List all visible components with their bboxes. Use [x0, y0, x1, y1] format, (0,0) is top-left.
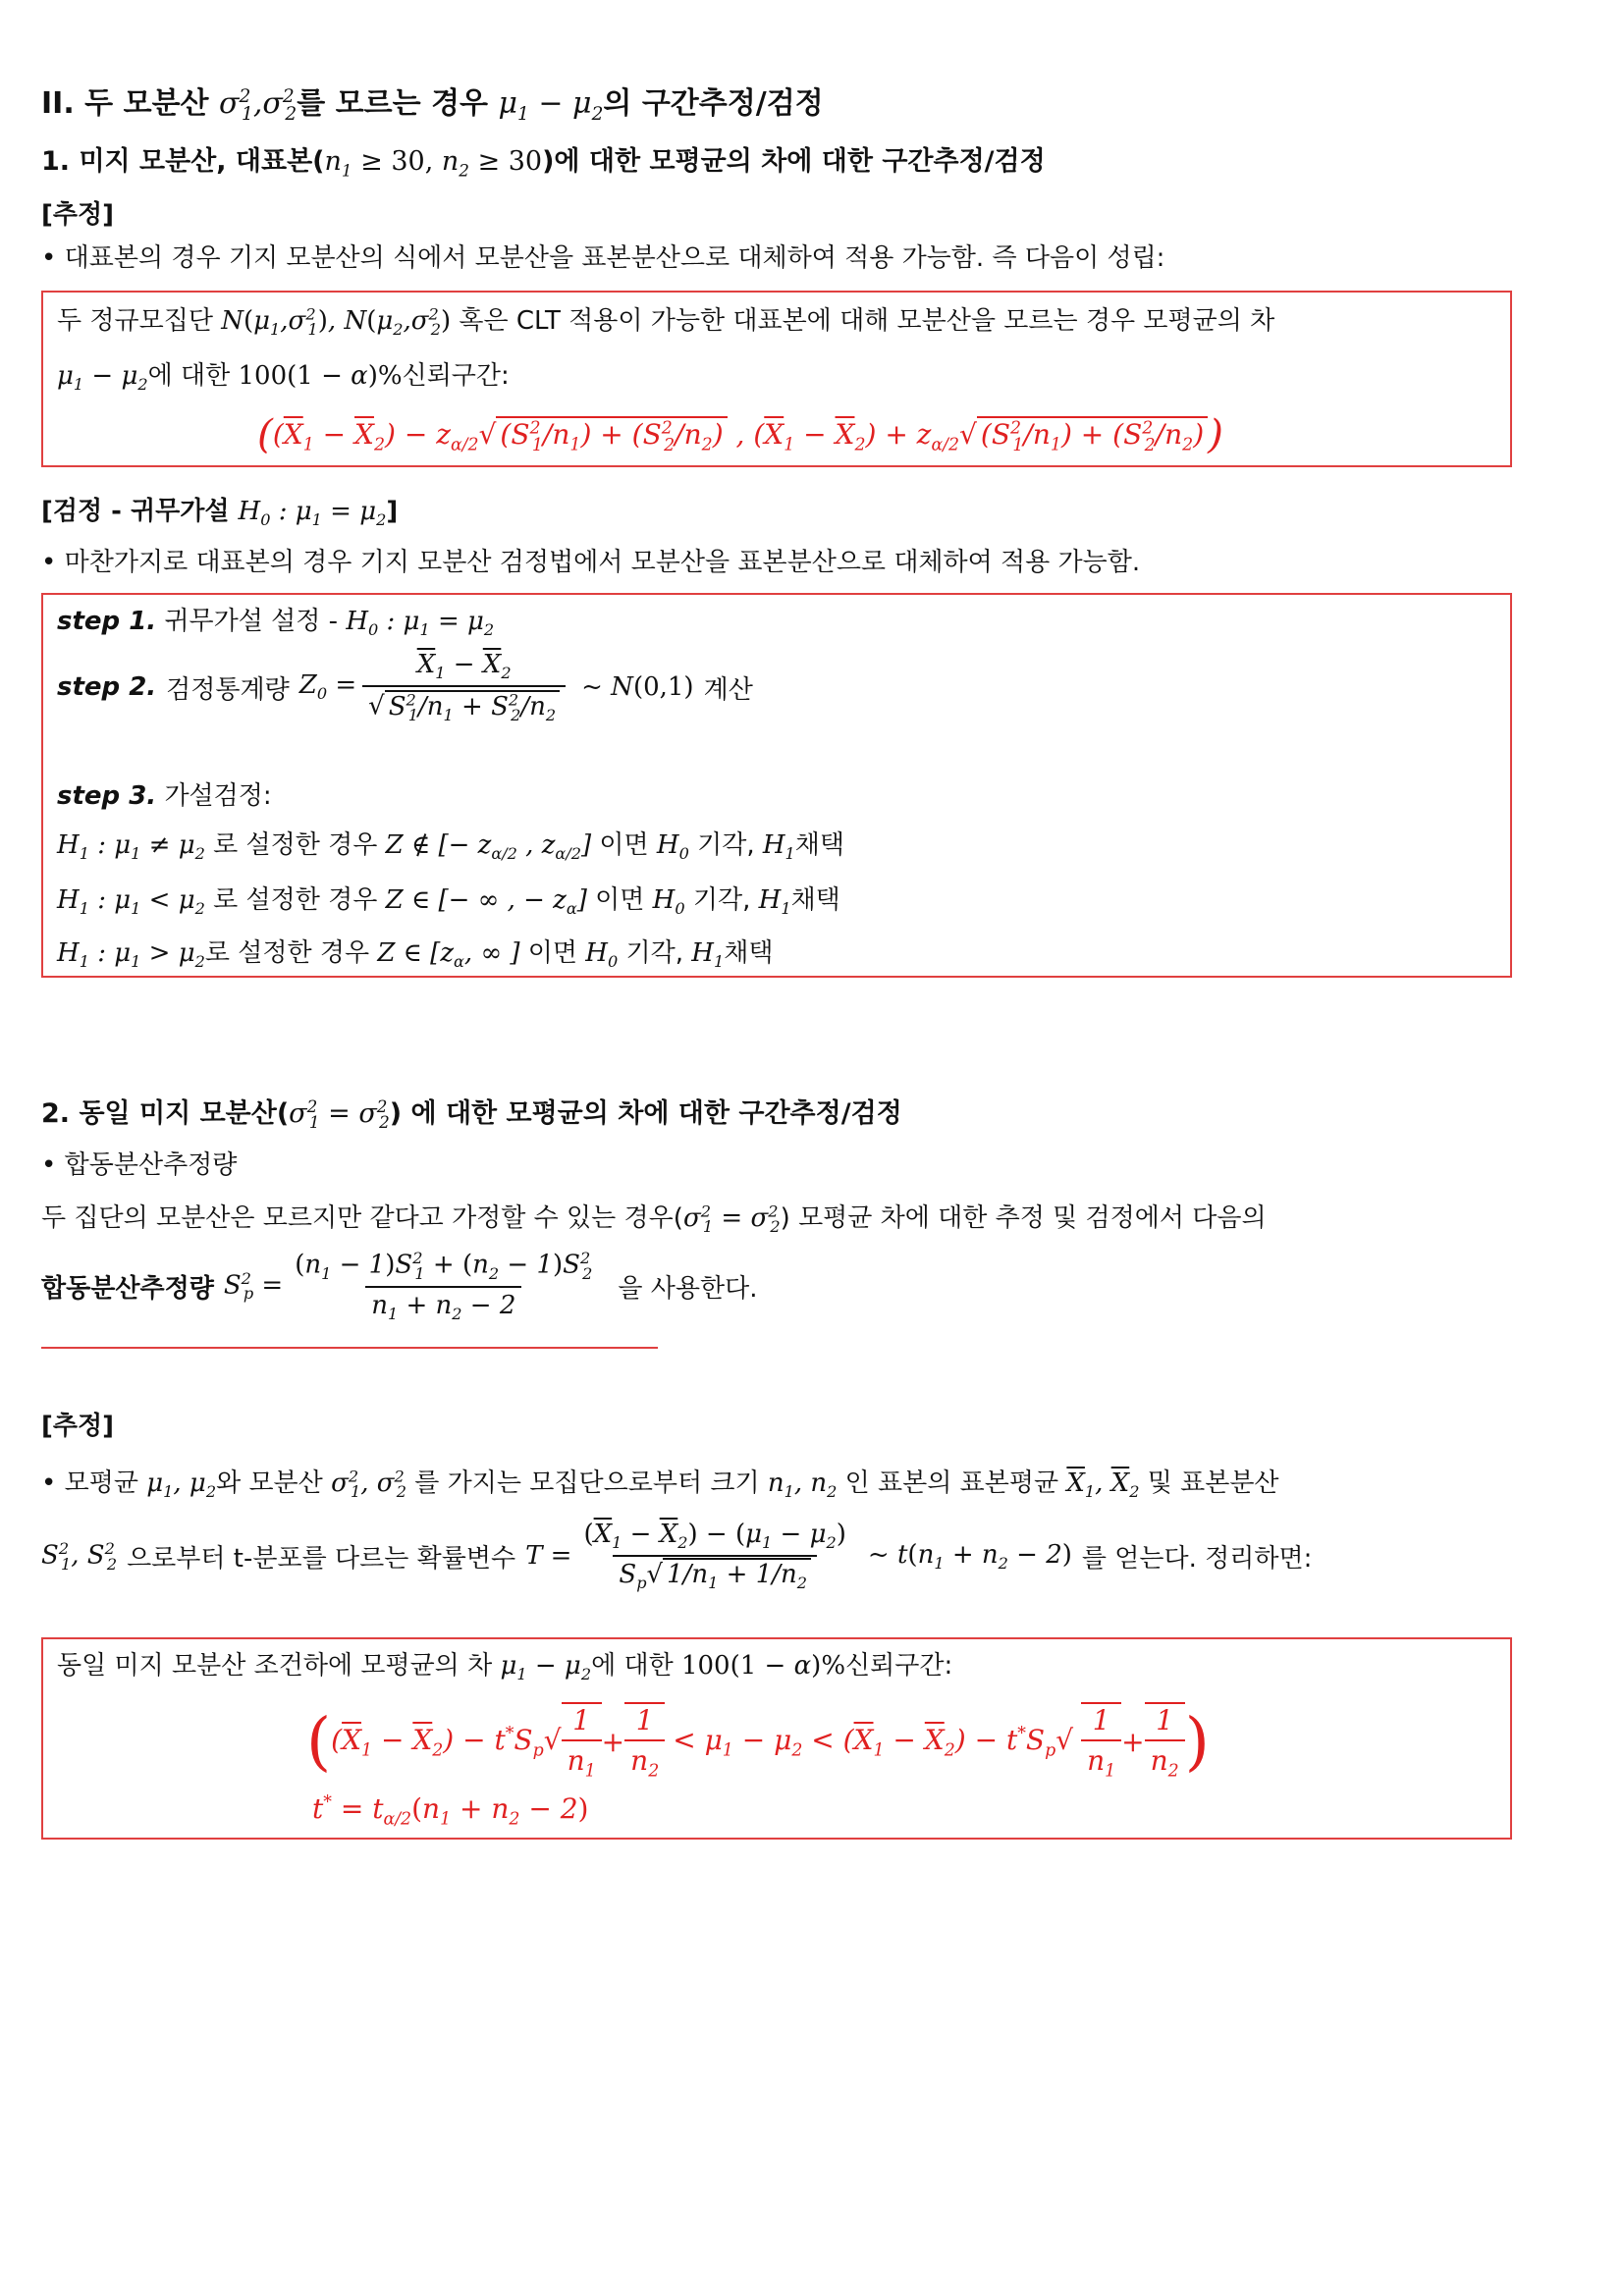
est-line2-a: 으로부터 t-분포를 다르는 확률변수 [127, 1543, 516, 1574]
case-then-1: 이면 [599, 830, 649, 860]
box1-line2-end: 신뢰구간: [402, 361, 510, 391]
box1-line1-post: 혹은 CLT 적용이 가능한 대표본에 대해 모분산을 모르는 경우 모평균의 차 [459, 306, 1275, 336]
math-mu-diff-2: $\mu_1 - \mu_2$ [57, 361, 148, 395]
case-then-3: 이면 [527, 938, 578, 968]
case-then-2: 이면 [595, 885, 645, 915]
test-bullet: • 마찬가지로 대표본의 경우 기지 모분산 검정법에서 모분산을 표본분산으로 대체하여 적용 가능함. [41, 548, 1141, 577]
case-right-sided: $H_1$ : $\mu_1 > \mu_2$로 설정한 경우 Z ∈ [$z_\alpha$, ∞ ] 이면 $H_0$ 기각, $H_1$채택 [57, 938, 774, 972]
box1-line1 [57, 300, 1274, 339]
box3-line1: 동일 미지 모분산 조건하에 모평균의 차 $\mu_1 - \mu_2$에 대한 100(1 − α)%신뢰구간: [57, 1651, 953, 1684]
pooled-tail: 을 사용한다. [618, 1273, 758, 1304]
math-equal-var: $\sigma^2_1 = \sigma^2_2$ [289, 1096, 390, 1133]
subsection-1-title [41, 139, 1046, 180]
step2-label: step 2. [57, 672, 157, 703]
step3-line [57, 775, 272, 812]
estimate-label-1: [추정] [41, 200, 114, 230]
section-title-post: 의 구간추정/검정 [603, 86, 824, 121]
pooled-underline [41, 1347, 658, 1349]
math-confidence: 100(1 − α)% [238, 361, 403, 391]
reject-3: 기각, [625, 938, 683, 968]
math-normal-pops: $N(\mu_1,\sigma^2_1)$, $N(\mu_2,\sigma^2_2)$ [221, 304, 452, 340]
case-text-1: 로 설정한 경우 [213, 830, 378, 860]
pooled-sentence-pre: 두 집단의 모분산은 모르지만 같다고 가정할 수 있는 경우( [41, 1203, 683, 1233]
est-line-1: • 모평균 $\mu_1$, $\mu_2$와 모분산 $\sigma^2_1$, $\sigma^2_2$ 를 가지는 모집단으로부터 크기 $n_1$, $n_2$ 인 표본의 표본평균 $\overline{X}_1$, $\overline{X}_2$ 및 표본분산 [41, 1467, 1279, 1502]
est-line-2: $S^2_1$, $S^2_2$ 으로부터 t-분포를 다르는 확률변수 T = $\frac{(\overline{X}_1 - \overline{X}_2) - (\mu_1 - \mu_2)}{S_p√ 1/n_1 + 1/n_2}$ ~ $t(n_1 + n_2 - 2)$ 를 얻는다. 정리하면: [41, 1520, 1313, 1593]
math-h0-step: $H_0$ : $\mu_1 = \mu_2$ [346, 607, 495, 640]
sub1-title-post: )에 대한 모평균의 차에 대한 구간추정/검정 [542, 146, 1046, 177]
reject-1: 기각, [697, 830, 755, 860]
pooled-sentence [41, 1198, 1267, 1236]
pooled-formula-line [41, 1249, 758, 1323]
pooled-bullet: • 합동분산추정량 [41, 1150, 238, 1180]
math-equal-var-2: $\sigma^2_1 = \sigma^2_2$ [682, 1201, 781, 1237]
est-line1-a: • 모평균 [41, 1468, 138, 1498]
step3-text: 가설검정: [164, 781, 272, 811]
math-normal: ~ N(0,1) [581, 672, 694, 703]
step1-label: step 1. [57, 607, 157, 636]
box3-line1-end: 신뢰구간: [845, 1651, 953, 1681]
step2-tail: 계산 [703, 674, 753, 705]
t-star-definition: $t^* = t_{\alpha/2}(n_1 + n_2 - 2)$ [312, 1792, 589, 1830]
ci-formula-large-sample: ($(\overline{X}_1 - \overline{X}_2) - z_{\alpha/2}√$ $(S^2_1/n_1) + (S^2_2/n_2)$ , $(\overline{X}_1 - \overline{X}_2) + z_{\alpha/2}√$ $(S^2_1/n_1) + (S^2_2/n_2)$) [257, 410, 1223, 457]
subsection-2-title [41, 1092, 902, 1132]
step3-label: step 3. [57, 781, 157, 811]
step1-line [57, 601, 494, 639]
reject-2: 기각, [692, 885, 751, 915]
case-text-3: 로 설정한 경우 [204, 938, 370, 968]
pooled-label: 합동분산추정량 [41, 1273, 214, 1304]
section-title-pre: II. 두 모분산 [41, 86, 209, 121]
step2-text: 검정통계량 [166, 674, 290, 705]
box1-line2-post: 에 대한 [147, 361, 231, 391]
test-label-post: ] [386, 497, 399, 526]
sub2-title-pre: 2. 동일 미지 모분산( [41, 1098, 290, 1129]
est-line1-e: 및 표본분산 [1147, 1468, 1279, 1498]
case-text-2: 로 설정한 경우 [213, 885, 378, 915]
math-h0: $H_0$ : $\mu_1 = \mu_2$ [238, 497, 387, 530]
step1-text: 귀무가설 설정 - [164, 607, 339, 636]
est-line1-b: 와 모분산 [216, 1468, 323, 1498]
step2-line [57, 650, 753, 724]
test-label-pre: [검정 - 귀무가설 [41, 497, 230, 526]
est-line1-c: 를 가지는 모집단으로부터 크기 [414, 1468, 760, 1498]
pooled-sentence-post: ) 모평균 차에 대한 추정 및 검정에서 다음의 [780, 1203, 1267, 1233]
ci-formula-equal-var: ( $(\overline{X}_1 - \overline{X}_2) - t^*S_p√$ $\frac{1}{n_1}$ + $\frac{1}{n_2}$ < $\mu_1 - \mu_2 < (\overline{X}_1 - \overline{X}_2) - t^*S_p√$ $\frac{1}{n_1}$ + $\frac{1}{n_2}$ ) [306, 1704, 1210, 1782]
math-z0-fraction: $\frac{\overline{X}_1 - \overline{X}_2}{√ S^2_1/n_1 + S^2_2/n_2}$ [362, 650, 566, 724]
math-z0: $Z_0$ = [298, 670, 357, 704]
est-line2-b: 를 얻는다. 정리하면: [1081, 1543, 1313, 1574]
box1-line2 [57, 355, 510, 394]
math-pooled-fraction: $\frac{(n_1 - 1)S^2_1 + (n_2 - 1)S^2_2}{n_1 + n_2 - 2}$ [295, 1249, 593, 1324]
math-sigma-pair: $\sigma^2_1,\sigma^2_2$ [218, 86, 298, 125]
box3-line1-pre: 동일 미지 모분산 조건하에 모평균의 차 [57, 1651, 493, 1681]
estimate-label-2: [추정] [41, 1412, 114, 1441]
math-sample-sizes: $n_1 \ge 30$, $n_2 \ge 30$ [324, 146, 543, 181]
adopt-2: 채택 [790, 885, 840, 915]
case-two-sided: $H_1$ : $\mu_1 \ne \mu_2$ 로 설정한 경우 Z ∉ [− $z_{\alpha/2}$ , $z_{\alpha/2}$] 이면 $H_0$ 기각, $H_1$채택 [57, 830, 845, 864]
sub2-title-post: ) 에 대한 모평균의 차에 대한 구간추정/검정 [389, 1098, 902, 1129]
sub1-title-pre: 1. 미지 모분산, 대표본( [41, 146, 325, 177]
test-label [41, 491, 398, 529]
section-title [41, 79, 824, 125]
box3-line1-mid: 에 대한 [591, 1651, 674, 1681]
adopt-1: 채택 [794, 830, 845, 860]
estimate-bullet-1: • 대표본의 경우 기지 모분산의 식에서 모분산을 표본분산으로 대체하여 적용 가능함. 즉 다음이 성립: [41, 243, 1165, 273]
math-t-fraction: $\frac{(\overline{X}_1 - \overline{X}_2) - (\mu_1 - \mu_2)}{S_p√ 1/n_1 + 1/n_2}$ [583, 1520, 846, 1593]
section-title-mid: 를 모르는 경우 [297, 86, 489, 121]
adopt-3: 채택 [724, 938, 774, 968]
math-sp2: $S^2_p$ = [223, 1268, 284, 1304]
math-mu-diff: $\mu_1 - \mu_2$ [498, 86, 604, 125]
est-line1-d: 인 표본의 표본평균 [844, 1468, 1059, 1498]
box1-line1-pre: 두 정규모집단 [57, 306, 213, 336]
case-left-sided: $H_1$ : $\mu_1 < \mu_2$ 로 설정한 경우 Z ∈ [− ∞ , − $z_\alpha$] 이면 $H_0$ 기각, $H_1$채택 [57, 885, 840, 919]
